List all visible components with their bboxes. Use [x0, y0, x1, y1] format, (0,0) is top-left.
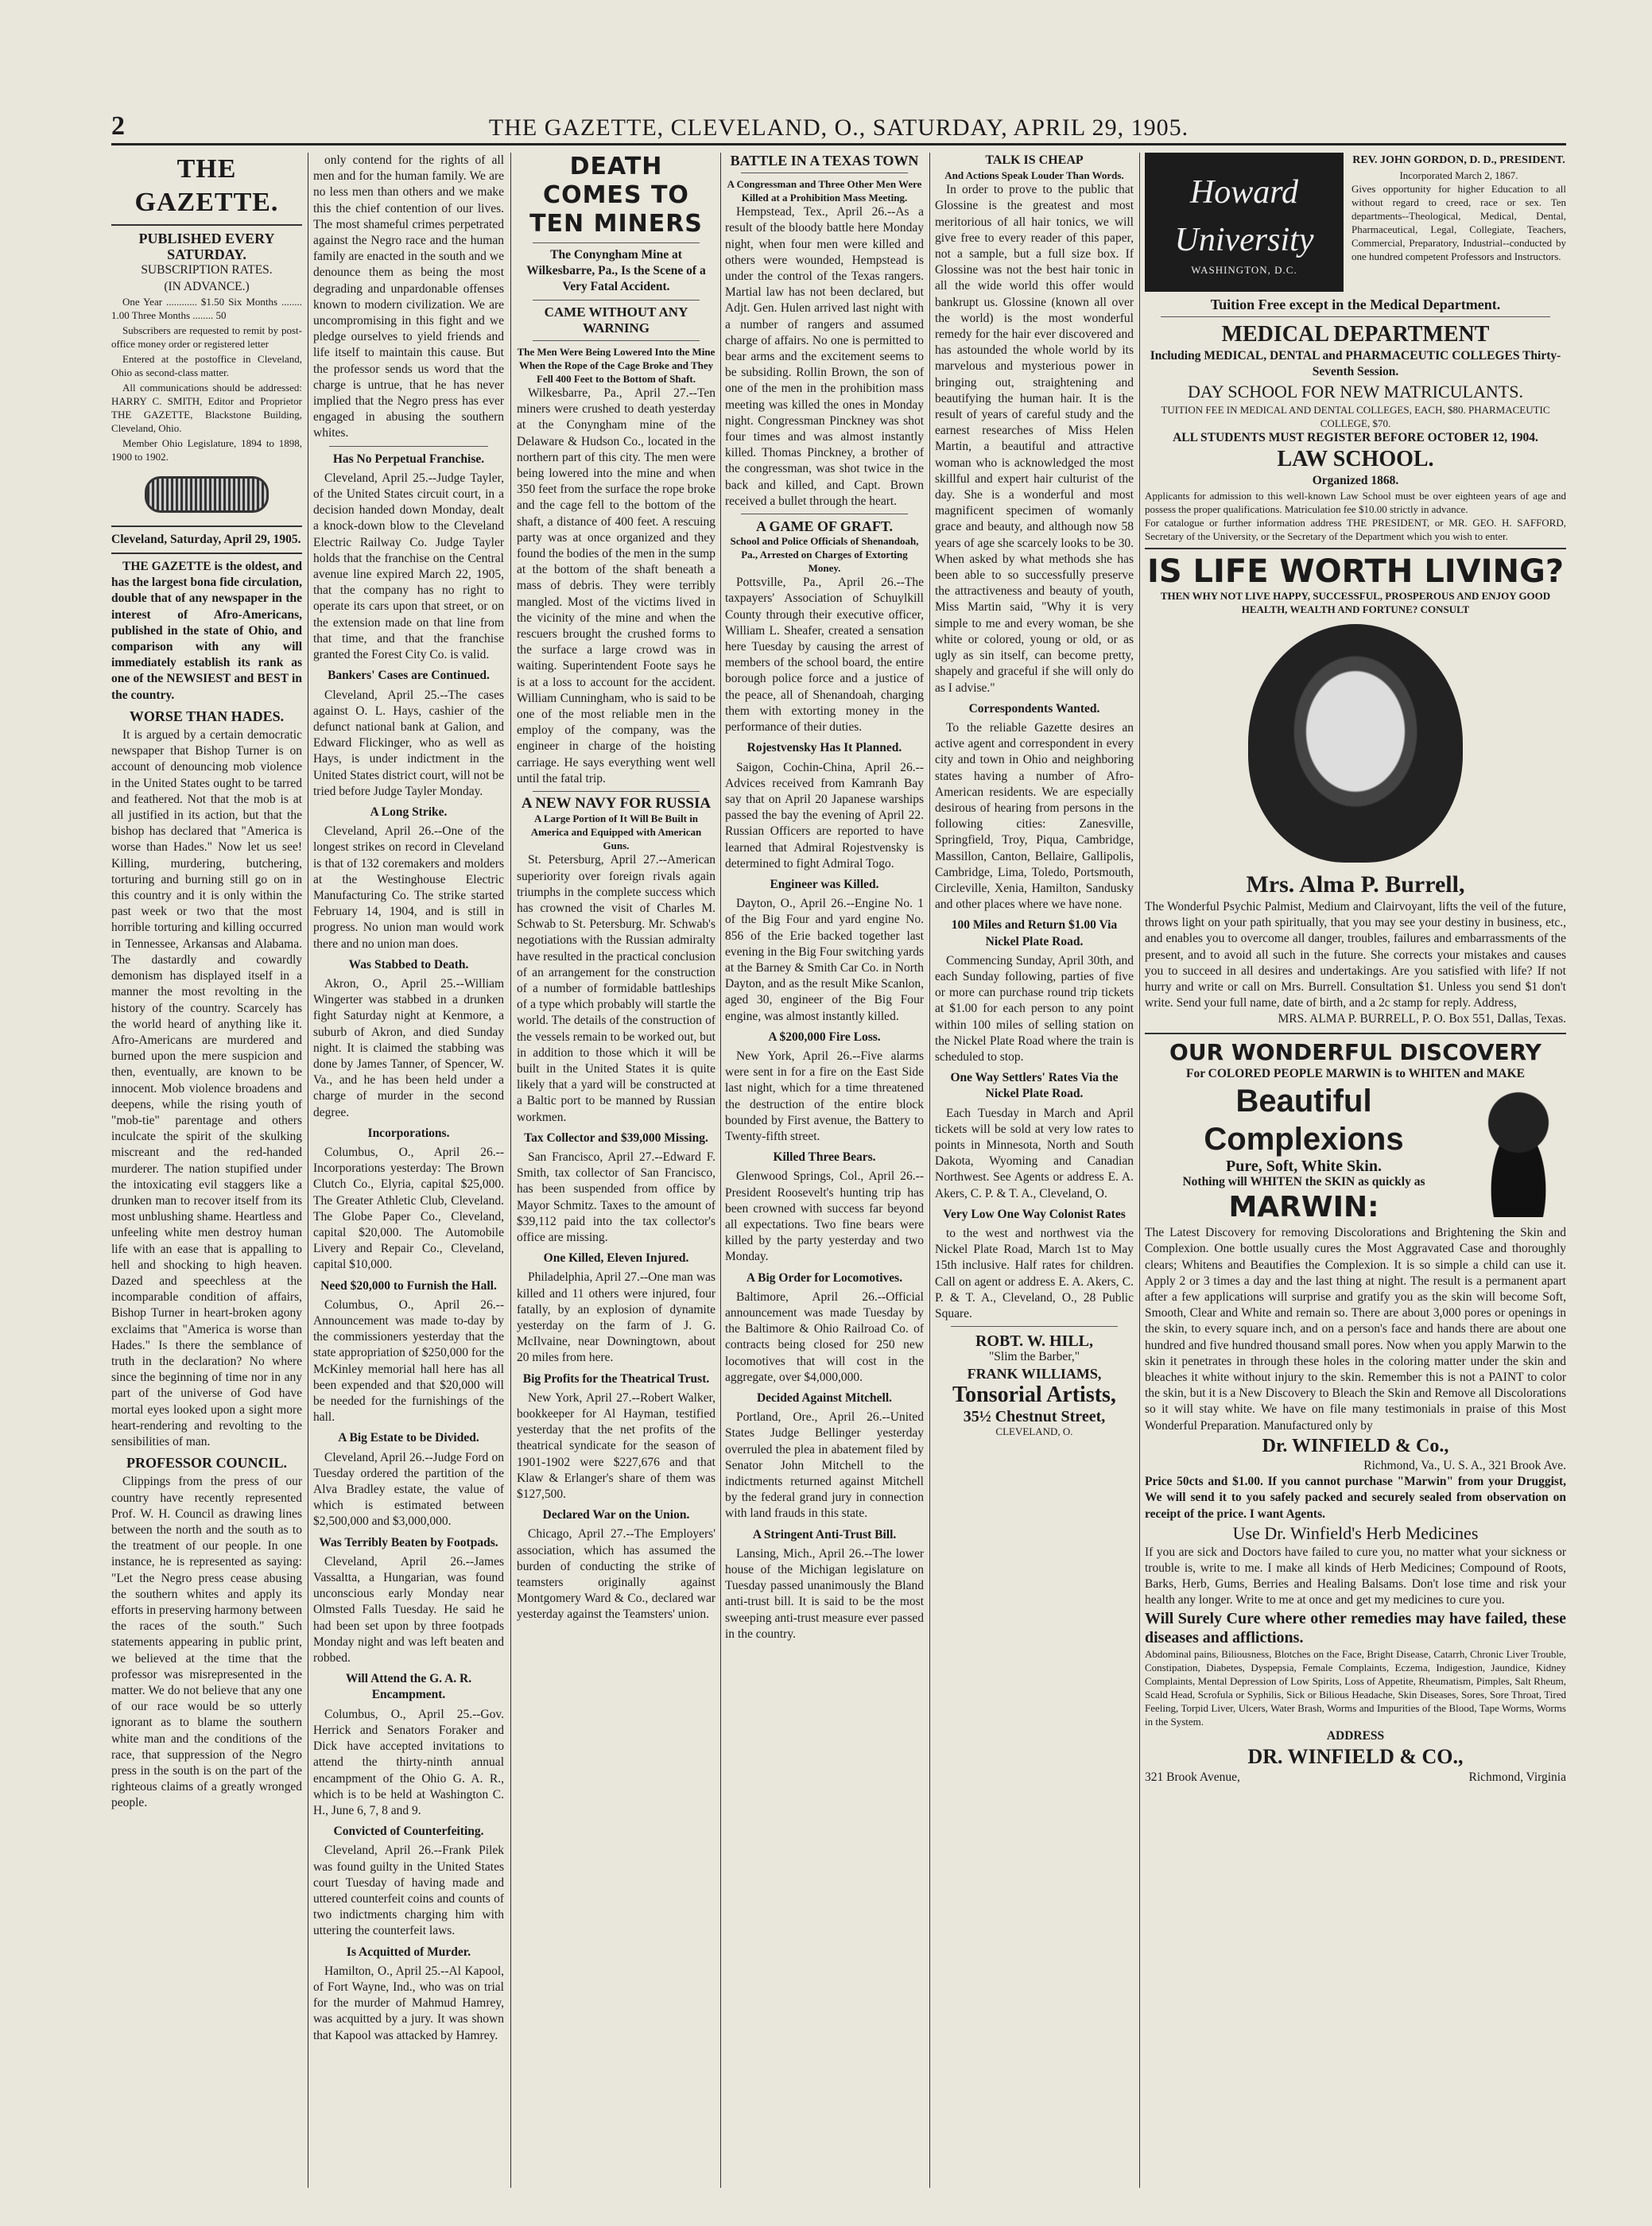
register-line: ALL STUDENTS MUST REGISTER BEFORE OCTOBER 12, 1904.	[1173, 430, 1538, 444]
union-label-icon	[145, 476, 269, 513]
winfield-final: DR. WINFIELD & CO.,	[1247, 1744, 1464, 1768]
subheadline: The Conyngham Mine at Wilkesbarre, Pa., Is the Scene of a Very Fatal Accident.	[526, 248, 706, 294]
cure-heading: Will Surely Cure where other remedies may have failed, these diseases and afflictions.	[1145, 1609, 1566, 1646]
catalog-line: For catalogue or further information address THE PRESIDENT, or MR. GEO. H. SAFFORD, Secretary of the University, or the Secretary of the Department which you wish to enter.	[1145, 517, 1566, 543]
column-5	[935, 153, 1134, 2188]
rate-lines: One Year ............ $1.50 Six Months ........ 1.00 Three Months ........ 50	[111, 295, 302, 321]
cure-body: Abdominal pains, Biliousness, Blotches on the Face, Bright Disease, Catarrh, Chronic Liver Trouble, Constipation, Diabetes, Dyspepsia, Female Complaints, Eczema, Indigestion, Jaundice, Kidney Complaints, Mental Depression of Low Spirits, Loss of Appetite, Rheumatism, Pimples, Salt Rheum, Scald Head, Scrofula or Syphilis, Sick or Bilious Headache, Skin Diseases, Sores, Sore Throat, Tired Feeling, Torpid Liver, Ulcers, Water Brash, Worms and Impurities of the Blood, Tape Worms, Worms in the System.	[1145, 1647, 1566, 1728]
medical-sub: Including MEDICAL, DENTAL and PHARMACEUTIC COLLEGES Thirty-Seventh Session.	[1150, 349, 1561, 379]
headline: CAME WITHOUT ANY WARNING	[544, 304, 688, 335]
article-body: only contend for the rights of all men and for the human family. We are no less men than others and we make this the chief contention of our lives. The most shameful crimes perpetrated against the Negro race and the human family are enacted in the south and we denounce them as being the most degrading and unpardonable offenses known to modern civilization. We are uncompromising in this fight and we pledge ourselves to yield friends and life itself to maintain this cause. But the professor sends us word that the charge is untrue, that he has never implied that the Negro press has ever engaged in abusing the southern whites.	[313, 153, 504, 440]
article-heading: A Big Order for Locomotives.	[746, 1270, 903, 1285]
divider	[1145, 548, 1566, 549]
barber-ad-city: CLEVELAND, O.	[995, 1425, 1073, 1438]
article-heading: Decided Against Mitchell.	[756, 1391, 893, 1406]
article-body: Cleveland, April 25.--The cases against O. L. Hays, cashier of the defunct national bank at Galion, and Edward Flickinger, who as well as Hays, is under indictment in the United States district court, will not be tried before Judge Tayler Monday.	[313, 688, 504, 798]
article-heading: Bankers' Cases are Continued.	[328, 669, 490, 683]
article-heading: Engineer was Killed.	[770, 877, 879, 891]
woman-silhouette-icon	[1471, 1082, 1566, 1217]
column-rule	[1139, 153, 1140, 2188]
masthead-title: THE GAZETTE, CLEVELAND, O., SATURDAY, APRIL 29, 1905.	[488, 114, 1189, 141]
discovery-sub: For COLORED PEOPLE MARWIN is to WHITEN and MAKE	[1185, 1066, 1526, 1080]
life-subheading: THEN WHY NOT LIVE HAPPY, SUCCESSFUL, PROSPEROUS AND ENJOY GOOD HEALTH, WEALTH AND FORTUNE? CONSULT	[1160, 590, 1551, 616]
article-body: Hamilton, O., April 25.--Al Kapool, of Fort Wayne, Ind., who was on trial for the murder of Mahmud Hamrey, was acquitted by a jury. It was shown that Kapool was attacked by Hamrey.	[313, 1964, 504, 2042]
logo-word: Howard	[1189, 174, 1299, 211]
beautiful-headline: Beautiful Complexions	[1204, 1083, 1404, 1157]
article-body: Cleveland, April 26.--Judge Ford on Tuesday ordered the partition of the Alva Bradley estate, the value of which is estimated between $2,500,000 and $3,000,000.	[313, 1450, 504, 1529]
president-line: REV. JOHN GORDON, D. D., PRESIDENT.	[1352, 154, 1565, 166]
article-heading: A Big Estate to be Divided.	[338, 1431, 479, 1445]
divider	[533, 300, 700, 301]
portrait-image	[1248, 624, 1463, 863]
discovery-headline: OUR WONDERFUL DISCOVERY	[1169, 1038, 1541, 1065]
life-headline: IS LIFE WORTH LIVING?	[1146, 553, 1565, 591]
marwin-body: The Latest Discovery for removing Discolorations and Brightening the Skin and Complexion. One bottle usually cures the Most Aggravated Case and thoroughly clears; Whitens and Beautifies the Complexion. It is so simple a child can use it. Apply 2 or 3 times a day and the last thing at night. The result is a permanent apart after a few applications will surprise and gratify you as the skin will become Soft, Smooth, Clear and White and remain so. There are about 3,000 pores or openings in the skin, to every square inch, and on a person's face and hands there are about one hundred and five hundred thousand small pores. Now when you apply Marwin to the skin it penetrates in through these holes in the coloring matter under the skin and bleaches it white without injury to the skin. Remember this is not a PAINT to color the skin, but it is a New Discovery to Bleach the Skin and Remove all Discolorations so it will stay white. We have on file many testimonials in praise of this Most Wonderful Preparation. Manufactured only by	[1145, 1226, 1566, 1433]
column-rule	[720, 153, 721, 2188]
column-3	[517, 153, 715, 2188]
winfield-final-address: 321 Brook Avenue,	[1145, 1770, 1240, 1784]
day-school: DAY SCHOOL FOR NEW MATRICULANTS.	[1188, 381, 1523, 401]
paper-name: THE GAZETTE.	[134, 154, 279, 217]
article-body: to the west and northwest via the Nickel Plate Road, March 1st to May 15th inclusive. Half rates for children. Call on agent or address E. A. Akers, C. P. & T. A., Cleveland, O., 28 Public Square.	[935, 1227, 1134, 1321]
article-body: Columbus, O., April 25.--Gov. Herrick and Senators Foraker and Dick have accepted invitations to attend the thirty-ninth annual encampment of the Ohio G. A. R., which is to be held at Washington C. H., June 6, 7, 8 and 9.	[313, 1707, 504, 1817]
price-line: Price 50cts and $1.00. If you cannot purchase "Marwin" from your Druggist, We will send it to you safely packed and securely sealed from observation on receipt of the price. I want Agents.	[1145, 1475, 1566, 1521]
editorial-body: It is argued by a certain democratic newspaper that Bishop Turner is on account of denouncing mob violence in the United States ought to be tarred and feathered. Not that the mob is at all justified in its action, but that the bishop has declared that "America is worse than Hades." Now let us see! Killing, murdering, butchering, torturing and burning still go on in this country and it is only within the past week or two that the most horrible torturing and killing occurred in Tennessee, Arkansas and Alabama. The dastardly and cowardly demonism has displayed itself in a manner the most revolting in the history of the country. Scarcely has the world heard of anything like it. Afro-Americans are murdered and burned upon the mere suspicion and then, eventually, are known to be innocent. Mob violence broadens and deepens, while the rising youth of "mob-tie" parentage and others inculcate the spirit of the skulking miscreant and the red-handed murderer. The nation stupified under the intoxicating evil staggers like a drunken man to recover itself from its most unblushing shame. Heartless and unfeeling white men destroy human life with an ease that is appalling to hell and shocking to high heaven. Dazed and speechless at the incomparable condition of affairs, Bishop Turner in heart-broken agony exclaims that "America is worse than Hades." Is there the semblance of truth in the declaration? No where since the beginning of time nor in any part of the universe of God have mortal eyes looked upon a sight more heart-rendering and revolting to the sensibilities of man.	[111, 728, 302, 1448]
divider	[533, 340, 700, 341]
entered-notice: Entered at the postoffice in Cleveland, Ohio as second-class matter.	[111, 352, 302, 378]
whiten-line: Nothing will WHITEN the SKIN as quickly as	[1182, 1175, 1425, 1189]
palmist-name: Mrs. Alma P. Burrell,	[1246, 871, 1465, 898]
tuition-fee: TUITION FEE IN MEDICAL AND DENTAL COLLEGES, EACH, $80. PHARMACEUTIC COLLEGE, $70.	[1161, 403, 1550, 429]
column-2	[313, 153, 504, 2188]
law-organized: Organized 1868.	[1312, 473, 1399, 487]
rates-heading: SUBSCRIPTION RATES.	[141, 263, 273, 277]
column-6	[1145, 153, 1566, 2188]
circulation-boast: THE GAZETTE is the oldest, and has the largest bona fide circulation, double that of any newspaper in the interest of Afro-Americans, published in the state of Ohio, and comparison with any will immediately establish its rank as one of the NEWSIEST and BEST in the country.	[111, 560, 302, 702]
member-notice: Member Ohio Legislature, 1894 to 1898, 1900 to 1902.	[111, 436, 302, 463]
article-heading: Will Attend the G. A. R. Encampment.	[345, 1672, 472, 1702]
herb-heading: Use Dr. Winfield's Herb Medicines	[1232, 1522, 1479, 1543]
subheadline: A Large Portion of It Will Be Built in America and Equipped with American Guns.	[530, 812, 702, 852]
article-body: New York, April 27.--Robert Walker, bookkeeper for Al Hayman, testified yesterday that the net profits of the theatrical syndicate for the season of 1901-1902 were $227,676 and that Klaw & Erlanger's share of them was $127,500.	[517, 1390, 715, 1502]
article-body: Cleveland, April 26.--One of the longest strikes on record in Cleveland is that of 132 coremakers and molders at the Westinghouse Electric Manufacturing Co. The strike started February 14, 1904, and is still in progress. No union man would work there and no union man does.	[313, 824, 504, 951]
article-body: Columbus, O., April 26.--Incorporations yesterday: The Brown Clutch Co., Elyria, capital $25,000. The Greater Athletic Club, Cleveland. The Globe Paper Co., Cleveland, capital $20,000. The Automobile Livery and Repair Co., Cleveland, capital $10,000.	[313, 1145, 504, 1272]
subheadline: The Men Were Being Lowered Into the Mine When the Rope of the Cage Broke and They Fell 400 Feet to the Bottom of Shaft.	[517, 346, 715, 386]
article-body: In order to prove to the public that Glossine is the greatest and most meritorious of all hair tonics, we will give free to every reader of this paper, not a sample, but a full size box. If Glossine was not the best hair tonic in all the wide world this offer would bankrupt us. Glossine (known all over the world) is the most wonderful remedy for the hair ever discovered and has astounded the whole world by its marvelous and mysterious power in bringing out, straightening and beautifying the human hair. It is the result of years of careful study and the earnest researches of Miss Helen Martin, a beautiful and attractive woman who is acknowledged the most skillful and expert hair culturist of the day. She is a wonderful and most magnificent specimen of womanly grace and beauty, and although now 58 years of age she scarcely looks to be 30. When asked by what methods she has been able to so successfully preserve the attractiveness and beauty of youth, Miss Martin said, "Why it is very simple to me and every woman, be she white or colored, young or old, or as ugly as sin itself, can become pretty, shapely and graceful if she will only do as I advise."	[935, 183, 1134, 695]
article-heading: Very Low One Way Colonist Rates	[943, 1207, 1126, 1221]
article-body: Saigon, Cochin-China, April 26.--Advices received from Kamranh Bay say that on April 20 Japanese warships passed the bay the evening of April 22. Russian Officers are reported to have learned that Admiral Rojestvensky is determined to fight Admiral Togo.	[725, 760, 924, 871]
column-4	[725, 153, 924, 2188]
article-heading: Is Acquitted of Murder.	[346, 1945, 471, 1959]
pure-skin-line: Pure, Soft, White Skin.	[1226, 1157, 1382, 1175]
subheadline: And Actions Speak Louder Than Words.	[944, 169, 1124, 182]
divider	[1145, 1033, 1566, 1034]
article-body: Hempstead, Tex., April 26.--As a result of the bloody battle here Monday night, when four men were killed and others were wounded, Hempstead is under the control of the Texas rangers. Martial law has not been declared, but Adjt. Gen. Hulen arrived last night with a number of rangers and assumed charge of affairs. No one is permitted to bear arms and the excitement seems to be subsiding. Rollin Brown, the son of one of the men in the prohibition mass meeting was killed the ones in Monday night. Congressman Pinckney was shot four times and was almost instantly killed. Thomas Pinckney, a brother of the congressman, was shot twice in the back and killed, and Capt. Brown received a bullet through the heart.	[725, 205, 924, 508]
marwin-name: MARWIN:	[1228, 1191, 1379, 1224]
article-heading: Declared War on the Union.	[542, 1508, 690, 1522]
incorporated-line: Incorporated March 2, 1867.	[1399, 169, 1518, 182]
headline: A GAME OF GRAFT.	[756, 518, 893, 535]
published-line: PUBLISHED EVERY SATURDAY.	[138, 231, 275, 263]
article-heading: One Killed, Eleven Injured.	[543, 1251, 689, 1266]
article-heading: Tax Collector and $39,000 Missing.	[524, 1130, 708, 1145]
article-body: Chicago, April 27.--The Employers' association, which has assumed the burden of conducting the strike of teamsters originally against Montgomery Ward & Co., declared war yesterday against the Teamsters' union.	[517, 1527, 715, 1622]
logo-word: University	[1174, 222, 1314, 258]
article-body: New York, April 26.--Five alarms were sent in for a fire on the East Side last night, which for a time threatened the destruction of the entire block bounded by First avenue, the Battery to Twenty-fifth street.	[725, 1049, 924, 1143]
article-heading: Killed Three Bears.	[773, 1150, 876, 1165]
column-1	[111, 153, 302, 2188]
winfield-name: Dr. WINFIELD & Co.,	[1262, 1435, 1449, 1456]
article-body: Dayton, O., April 26.--Engine No. 1 of the Big Four and yard engine No. 856 of the Erie backed together last evening in the Big Four switching yards at the Barney & Smith Car Co. in North Dayton, and as the result Mike Scanlon, aged 30, engineer of the Big Four engine, was almost instantly killed.	[725, 897, 924, 1023]
subscriber-notice: Subscribers are requested to remit by post-office money order or registered letter	[111, 324, 302, 350]
article-heading: Correspondents Wanted.	[968, 701, 1100, 716]
university-description: Gives opportunity for higher Education to all without regard to creed, race or sex. Ten departments--Theological, Medical, Dental, Pharmaceutical, Legal, Collegiate, Teachers, Commercial, Preparatory, Industrial--conducted by one hundred competent Professors and Instructors.	[1351, 183, 1566, 263]
article-body: Wilkesbarre, Pa., April 27.--Ten miners were crushed to death yesterday at the Conyngham mine of the Delaware & Hudson Co., located in the northern part of this city. The men were being lowered into the mine and when 350 feet from the surface the rope broke and the cage fell to the bottom of the shaft, a distance of 400 feet. A rescuing party was at once organized and they found the bodies of the men in the sump at the bottom of the shaft beneath a mass of debris. They were terribly mangled. Most of the victims lived in the vicinity of the mine and when the rescuers brought the crushed forms to the surface a large crowd was in waiting. Superintendent Foote says he is at a loss to account for the accident. William Cunningham, who is said to be one of the most reliable men in the employ of the company, was the engineer in charge of the hoisting carriage. He says everything went well until the fatal trip.	[517, 386, 715, 785]
divider	[111, 553, 302, 554]
editorial-heading: WORSE THAN HADES.	[129, 708, 285, 724]
article-body: Akron, O., April 25.--William Wingerter was stabbed in a drunken fight Saturday night at Kenmore, a suburb of Akron, and died Sunday night. It is claimed the stabbing was done by James Tanner, of Spencer, W. Va., and he has been held under a charge of murder in the second degree.	[313, 976, 504, 1119]
article-heading: Incorporations.	[367, 1126, 450, 1140]
divider	[111, 224, 302, 226]
address-label: ADDRESS	[1326, 1728, 1385, 1743]
barber-ad-partner: FRANK WILLIAMS,	[967, 1365, 1102, 1382]
winfield-final-city: Richmond, Virginia	[1468, 1770, 1566, 1784]
page-number: 2	[111, 111, 125, 141]
barber-ad-address: 35½ Chestnut Street,	[963, 1407, 1106, 1425]
article-heading: A Stringent Anti-Trust Bill.	[752, 1527, 897, 1542]
dateline: Cleveland, Saturday, April 29, 1905.	[111, 532, 301, 546]
winfield-final-line	[1145, 1770, 1566, 1786]
column-rule	[929, 153, 930, 2188]
article-body: Glenwood Springs, Col., April 26.--President Roosevelt's hunting trip has been crowned with success far beyond all expectations. Two fine bears were killed by the party yesterday and two Monday.	[725, 1169, 924, 1264]
article-heading: Big Profits for the Theatrical Trust.	[522, 1371, 710, 1386]
article-body: Cleveland, April 26.--James Vassaltta, a Hungarian, was found unconscious early Monday near Olmsted Falls Tuesday. He said he had been set upon by three footpads Monday night and was left beaten and robbed.	[313, 1554, 504, 1666]
article-heading: A $200,000 Fire Loss.	[768, 1030, 881, 1044]
divider	[951, 1326, 1118, 1327]
editorial-heading: PROFESSOR COUNCIL.	[126, 1455, 288, 1472]
palmist-address: MRS. ALMA P. BURRELL, P. O. Box 551, Dallas, Texas.	[1278, 1012, 1566, 1026]
logo-place: WASHINGTON, D.C.	[1191, 264, 1297, 276]
article-heading: Was Stabbed to Death.	[348, 957, 469, 971]
article-body: San Francisco, April 27.--Edward F. Smith, tax collector of San Francisco, has been suspended from office by Mayor Schmitz. Taxes to the amount of $39,112 paid into the tax collector's office are missing.	[517, 1150, 715, 1244]
barber-ad-alias: "Slim the Barber,"	[988, 1350, 1080, 1364]
masthead	[111, 111, 1566, 145]
divider	[1161, 316, 1550, 317]
article-body: To the reliable Gazette desires an active agent and correspondent in every city and town in Ohio and neighboring states having a number of Afro-American residents. We are especially desirous of hearing from persons in the following cities: Zanesville, Springfield, Troy, Piqua, Cambridge, Massillon, Canton, Bellaire, Gallipolis, Cambridge, Lima, Toledo, Portsmouth, Circleville, Xenia, Hamilton, Sandusky and other places where we have none.	[935, 720, 1134, 912]
article-body: St. Petersburg, April 27.--American superiority over foreign rivals again triumphs in the complete success which has crowned the visit of Charles M. Schwab to St. Petersburg. Mr. Schwab's negotiations with the Russian admiralty have resulted in the practical conclusion of an arrangement for the construction of a number of formidable battleships of a type which probably will startle the world. The details of the construction of the vessels remain to be worked out, but in addition to those which it will be built in the United States it is quite likely that a yard will be constructed at a Baltic port to be manned by Russian workmen.	[517, 853, 715, 1124]
rates-advance: (IN ADVANCE.)	[164, 279, 250, 293]
article-body: Commencing Sunday, April 30th, and each Sunday following, parties of five or more can purchase round trip tickets at $1.00 for each person to any point within 100 miles of selling station on the Nickel Plate Road where the train is scheduled to stop.	[935, 953, 1134, 1064]
column-rule	[510, 153, 511, 2188]
divider	[329, 446, 488, 447]
article-body: Baltimore, April 26.--Official announcement was made Tuesday by the Baltimore & Ohio Railroad Co. of contracts being closed for 250 new locomotives that will cost in the aggregate, over $4,000,000.	[725, 1289, 924, 1384]
tuition-line: Tuition Free except in the Medical Department.	[1210, 297, 1501, 312]
divider	[111, 525, 302, 527]
herb-body: If you are sick and Doctors have failed to cure you, no matter what your sickness or trouble is, write to me. I make all kinds of Herb Medicines; Compound of Roots, Barks, Herb, Gums, Berries and Healing Balsams. Don't lose time and risk your health any longer. Write to me at once and get my medicines to cure you.	[1145, 1545, 1566, 1607]
barber-ad-firm: Tonsorial Artists,	[952, 1382, 1116, 1407]
article-body: Philadelphia, April 27.--One man was killed and 11 others were injured, four fatally, by an explosion of dynamite yesterday on the farm of J. G. McIlvaine, near Downingtown, about 20 miles from here.	[517, 1270, 715, 1365]
subheadline: School and Police Officials of Shenandoah, Pa., Arrested on Charges of Extorting Money.	[730, 535, 919, 575]
article-body: Pottsville, Pa., April 26.--The taxpayers' Association of Schuylkill County through their executive officer, William L. Sheafer, created a sensation here Tuesday by causing the arrest of members of the school board, the entire borough police force and a justice of the peace, all of Shenandoah, charging them with extorting money in the performance of their duties.	[725, 576, 924, 735]
headline: DEATH COMES TO TEN MINERS	[529, 153, 703, 238]
article-heading: Convicted of Counterfeiting.	[333, 1825, 484, 1839]
divider	[533, 791, 700, 792]
subheadline: A Congressman and Three Other Men Were Killed at a Prohibition Mass Meeting.	[727, 178, 922, 204]
article-body: Cleveland, April 26.--Frank Pilek was found guilty in the United States court Tuesday of having made and uttered counterfeit coins and counts of two indictments charging him with uttering the counterfeit laws.	[313, 1844, 504, 1938]
article-heading: 100 Miles and Return $1.00 Via Nickel Plate Road.	[951, 918, 1118, 948]
palmist-body: The Wonderful Psychic Palmist, Medium and Clairvoyant, lifts the veil of the future, throws light on your path spiritually, that you may see your destiny in business, etc., and enables you to overcome all danger, troubles, failures and embarrassments of the present, and to avoid all such in the future. She corrects your mistakes and causes you to succeed in all desires and undertakings. Are you satisfied with life? If not hurry and write or call on Mrs. Burrell. Consultation $1. Unless you send $1 don't write. Send your full name, date of birth, and a 2c stamp for reply. Address,	[1145, 900, 1566, 1010]
barber-ad-name: ROBT. W. HILL,	[975, 1332, 1094, 1351]
article-heading: Was Terribly Beaten by Footpads.	[319, 1535, 498, 1549]
article-body: Lansing, Mich., April 26.--The lower house of the Michigan legislature on Tuesday passed unanimously the Bland anti-trust bill. It is said to be the most sweeping anti-trust measure ever passed in the country.	[725, 1546, 924, 1641]
article-heading: Has No Perpetual Franchise.	[332, 452, 485, 466]
article-body: Columbus, O., April 26.--Announcement was made to-day by the commissioners yesterday that the state appropriation of $250,000 for the McKinley memorial hall here has all been expended and that $20,000 will be needed for the furnishings of the hall.	[313, 1297, 504, 1425]
article-heading: Need $20,000 to Furnish the Hall.	[320, 1278, 497, 1293]
medical-heading: MEDICAL DEPARTMENT	[1221, 322, 1490, 347]
headline: BATTLE IN A TEXAS TOWN	[730, 153, 919, 169]
communications-notice: All communications should be addressed: HARRY C. SMITH, Editor and Proprietor THE GAZETTE, Blackstone Building, Cleveland, Ohio.	[111, 381, 302, 434]
editorial-body: Clippings from the press of our country have recently represented Prof. W. H. Council as drawing lines between the north and the south as to the treatment of our people. In one instance, he is represented as saying: "Let the Negro press cease abusing the southern whites and apply its efforts in preserving harmony between the races of the south." Such statements appearing in public print, we believed at the time that the professor was misrepresented in the matter. We do not believe that any one of our race would be so utterly ignorant as to blame the southern white man and the conditions of the race, that suppression of the Negro press in the south is on the part of the righteous claims of a greatly wronged people.	[111, 1475, 302, 1810]
law-heading: LAW SCHOOL.	[1277, 446, 1434, 471]
article-heading: A Long Strike.	[370, 805, 448, 819]
article-heading: Rojestvensky Has It Planned.	[747, 741, 902, 755]
divider	[533, 242, 700, 243]
article-body: Portland, Ore., April 26.--United States Judge Bellinger yesterday overruled the plea in abatement filed by Senator John Mitchell to the indictments returned against Mitchell by the federal grand jury in connection with land frauds in this state.	[725, 1410, 924, 1521]
howard-university-logo	[1145, 153, 1344, 292]
article-heading: One Way Settlers' Rates Via the Nickel Plate Road.	[950, 1071, 1119, 1101]
headline: A NEW NAVY FOR RUSSIA	[521, 795, 712, 812]
headline: TALK IS CHEAP	[985, 153, 1084, 167]
winfield-address: Richmond, Va., U. S. A., 321 Brook Ave.	[1363, 1458, 1566, 1472]
law-description: Applicants for admission to this well-known Law School must be over eighteen years of age and possess the proper qualifications. Matriculation fee $10.00 strictly in advance.	[1145, 490, 1566, 516]
article-body: Cleveland, April 25.--Judge Tayler, of the United States circuit court, in a decision handed down Monday, dealt a knock-down blow to the Cleveland Electric Railway Co. Judge Tayler holds that the franchise on the Central avenue line expired March 22, 1905, that the company has no right to operate its cars upon that street, or on the extension made on that line from that time, and that the franchise granted the Forest City Co. is valid.	[313, 471, 504, 662]
article-body: Each Tuesday in March and April tickets will be sold at very low rates to points in Minnesota, North and South Dakota, Wyoming and Canadian Northwest. See Agents or address E. A. Akers, C. P. & T. A., Cleveland, O.	[935, 1106, 1134, 1200]
